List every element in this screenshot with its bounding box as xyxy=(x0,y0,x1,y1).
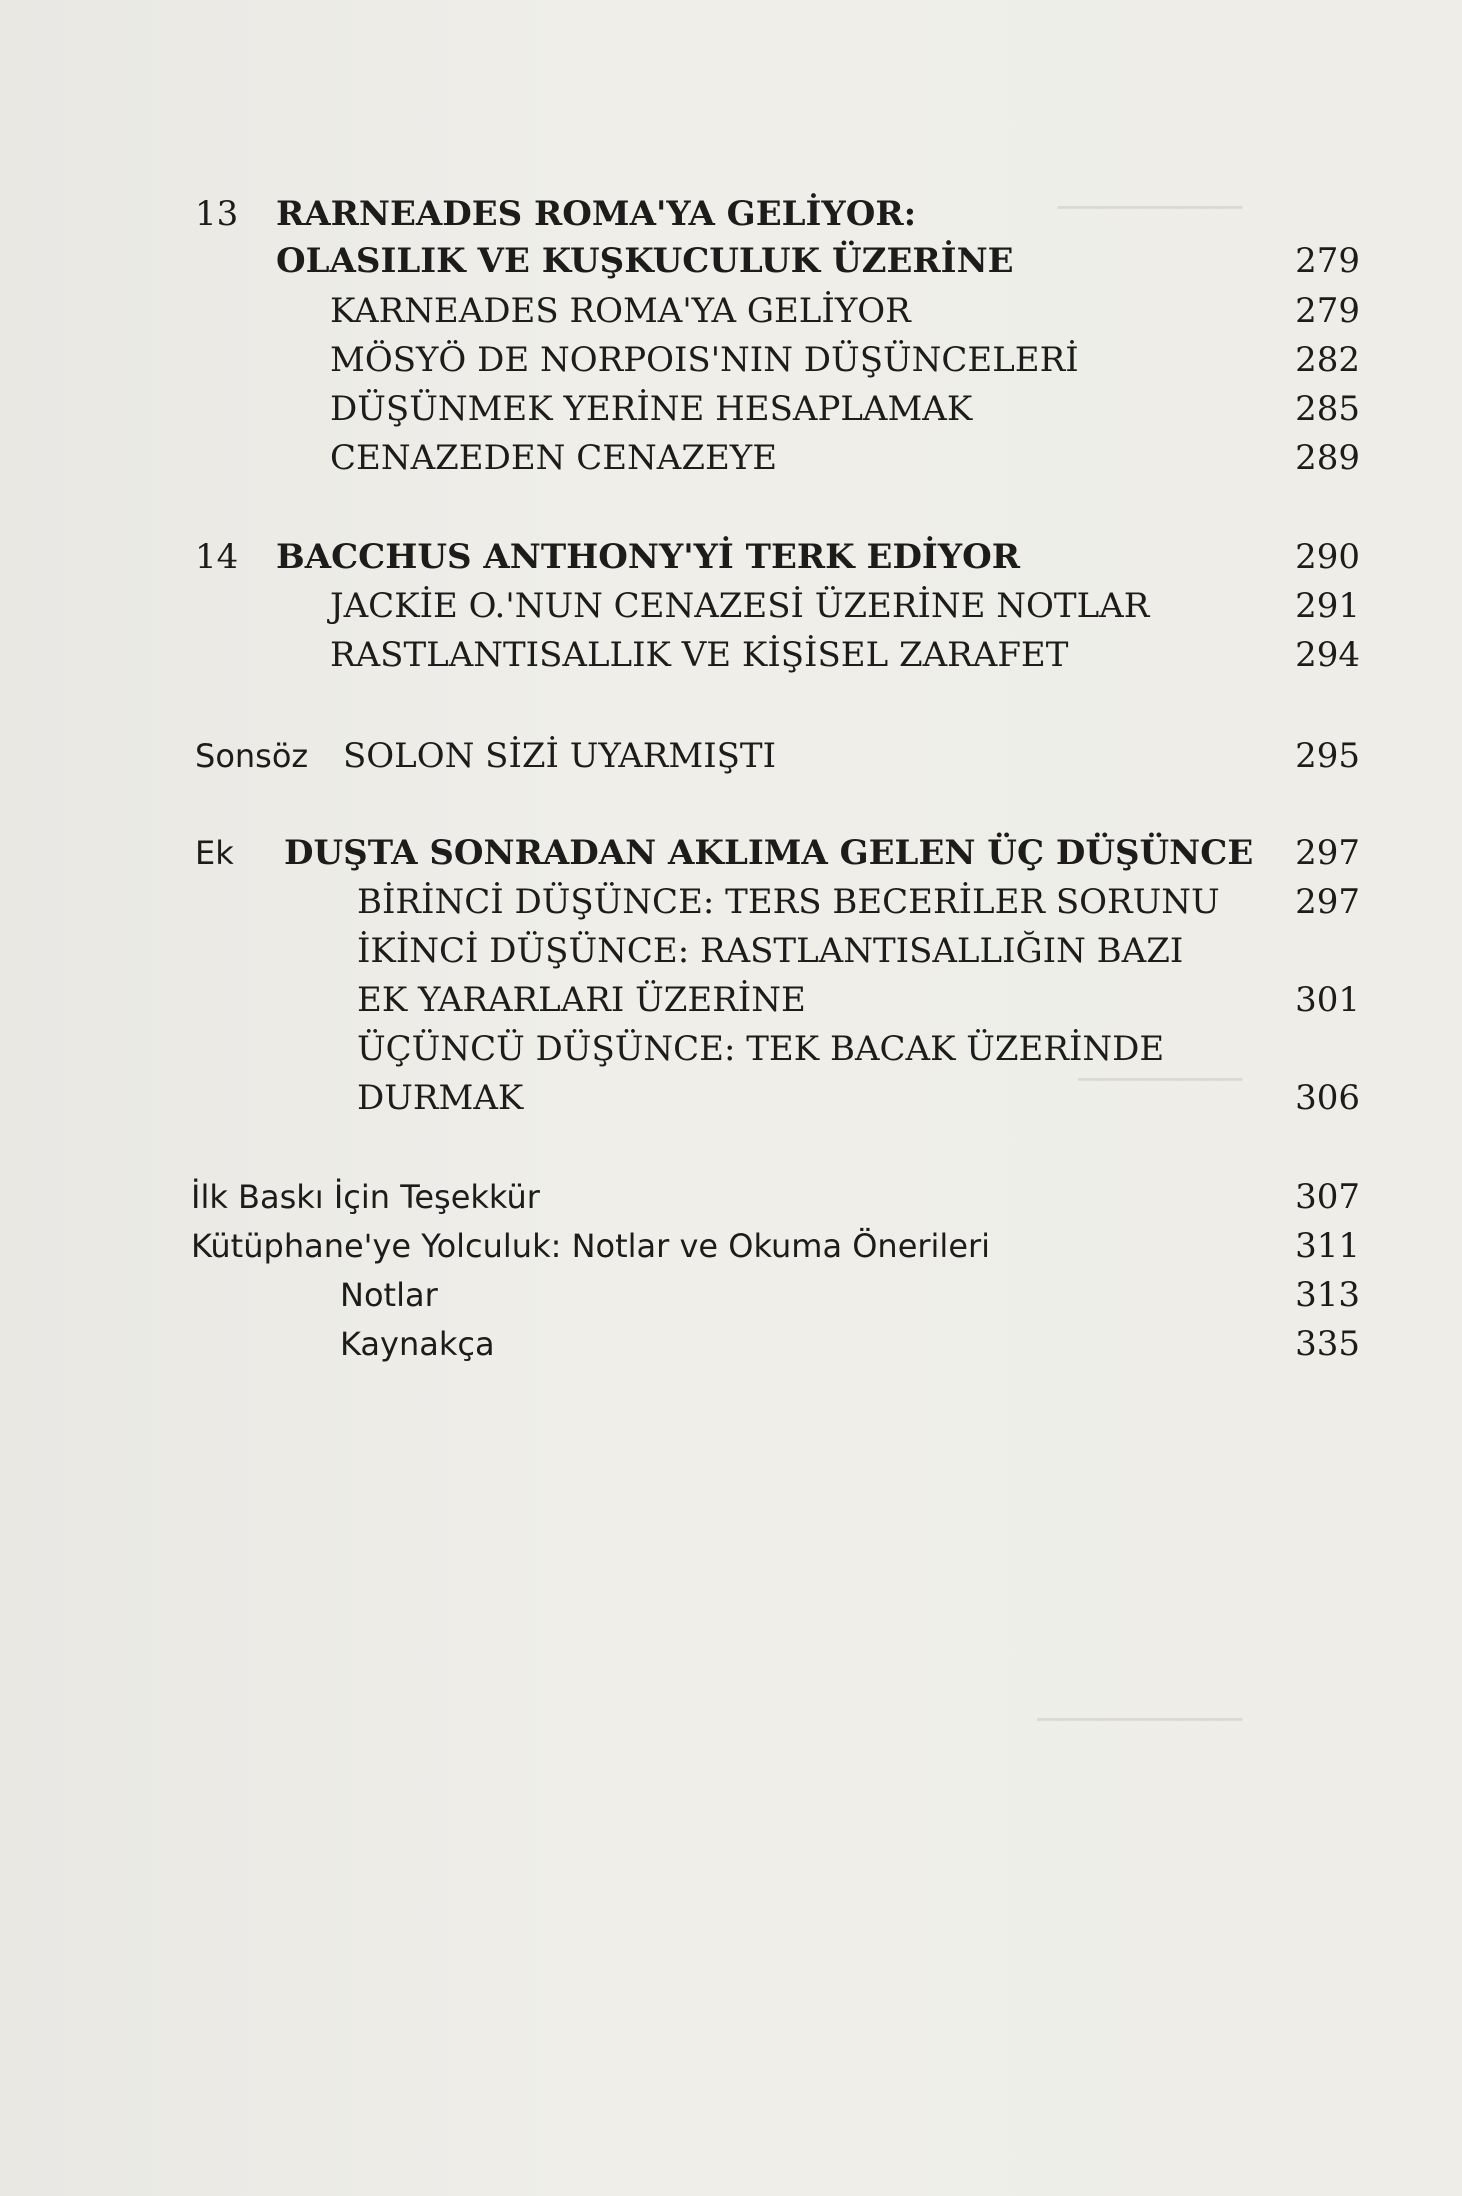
section-title: MÖSYÖ DE NORPOIS'NIN DÜŞÜNCELERİ xyxy=(330,340,1079,380)
page-number: 301 xyxy=(1295,980,1360,1020)
page-number: 297 xyxy=(1295,833,1360,873)
chapter-title: OLASILIK VE KUŞKUCULUK ÜZERİNE xyxy=(276,241,1014,281)
page-number: 295 xyxy=(1295,736,1360,776)
chapter-number: 13 xyxy=(195,194,239,234)
page-number: 335 xyxy=(1295,1324,1360,1364)
page-number: 307 xyxy=(1295,1177,1360,1217)
toc-entry xyxy=(0,288,1462,334)
page-number: 297 xyxy=(1295,882,1360,922)
ek-title: DUŞTA SONRADAN AKLIMA GELEN ÜÇ DÜŞÜNCE xyxy=(284,833,1254,873)
toc-entry xyxy=(0,1174,1462,1220)
backmatter-title: İlk Baskı İçin Teşekkür xyxy=(191,1178,540,1216)
section-title: DÜŞÜNMEK YERİNE HESAPLAMAK xyxy=(330,389,973,429)
ek-label: Ek xyxy=(195,834,234,872)
toc-entry xyxy=(0,1026,1462,1072)
backmatter-subtitle: Kaynakça xyxy=(340,1325,495,1363)
section-title: CENAZEDEN CENAZEYE xyxy=(330,438,778,478)
chapter-13-heading-line2 xyxy=(0,238,1462,284)
backmatter-title: Kütüphane'ye Yolculuk: Notlar ve Okuma Önerileri xyxy=(191,1227,991,1265)
toc-entry xyxy=(0,879,1462,925)
sonsoz-entry xyxy=(0,733,1462,779)
chapter-13-heading xyxy=(0,191,1462,237)
section-title: ÜÇÜNCÜ DÜŞÜNCE: TEK BACAK ÜZERİNDE xyxy=(357,1029,1165,1069)
page-number: 289 xyxy=(1295,438,1360,478)
sonsoz-label: Sonsöz xyxy=(195,737,309,775)
page-number: 313 xyxy=(1295,1275,1360,1315)
toc-entry xyxy=(0,583,1462,629)
chapter-title: RARNEADES ROMA'YA GELİYOR: xyxy=(276,194,917,234)
toc-entry xyxy=(0,928,1462,974)
page-number: 311 xyxy=(1295,1226,1360,1266)
ek-heading xyxy=(0,830,1462,876)
toc-entry-line2 xyxy=(0,977,1462,1023)
section-title: DURMAK xyxy=(357,1078,524,1118)
toc-entry xyxy=(0,435,1462,481)
page-number: 294 xyxy=(1295,635,1360,675)
page-number: 279 xyxy=(1295,241,1360,281)
sonsoz-title: SOLON SİZİ UYARMIŞTI xyxy=(343,736,777,776)
toc-entry xyxy=(0,386,1462,432)
section-title: İKİNCİ DÜŞÜNCE: RASTLANTISALLIĞIN BAZI xyxy=(357,931,1184,971)
page-number: 279 xyxy=(1295,291,1360,331)
page-number: 285 xyxy=(1295,389,1360,429)
chapter-title: BACCHUS ANTHONY'Yİ TERK EDİYOR xyxy=(276,537,1020,577)
section-title: BİRİNCİ DÜŞÜNCE: TERS BECERİLER SORUNU xyxy=(357,882,1220,922)
page-number: 291 xyxy=(1295,586,1360,626)
page-number: 282 xyxy=(1295,340,1360,380)
toc-entry xyxy=(0,337,1462,383)
page-number: 306 xyxy=(1295,1078,1360,1118)
chapter-number: 14 xyxy=(195,537,239,577)
backmatter-subtitle: Notlar xyxy=(340,1276,438,1314)
section-title: JACKİE O.'NUN CENAZESİ ÜZERİNE NOTLAR xyxy=(330,586,1150,626)
section-title: RASTLANTISALLIK VE KİŞİSEL ZARAFET xyxy=(330,635,1069,675)
chapter-14-heading xyxy=(0,534,1462,580)
toc-entry xyxy=(0,1272,1462,1318)
toc-entry xyxy=(0,1223,1462,1269)
page-number: 290 xyxy=(1295,537,1360,577)
bleed-through-text: ───────── ──────── ────────── xyxy=(1037,188,1242,1740)
toc-entry xyxy=(0,632,1462,678)
toc-entry-line2 xyxy=(0,1075,1462,1121)
toc-entry xyxy=(0,1321,1462,1367)
section-title: EK YARARLARI ÜZERİNE xyxy=(357,980,806,1020)
section-title: KARNEADES ROMA'YA GELİYOR xyxy=(330,291,911,331)
